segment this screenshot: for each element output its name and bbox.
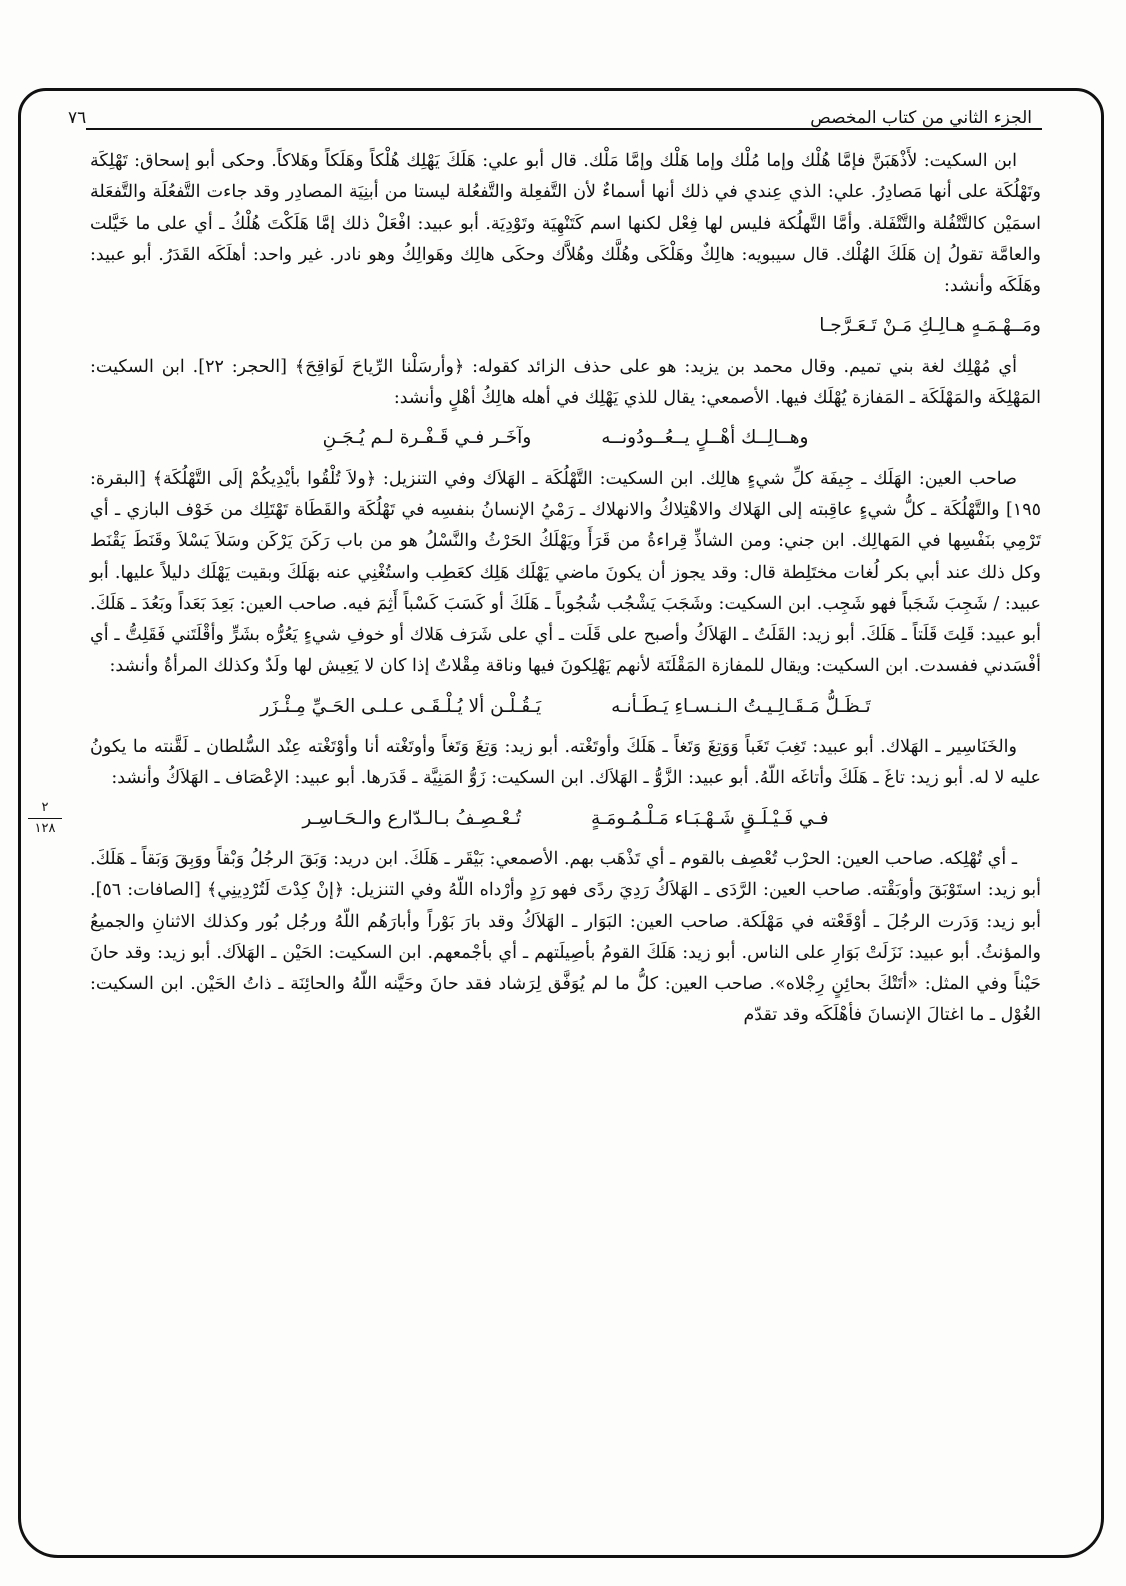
page-body bbox=[90, 146, 1041, 1526]
margin-ref-denominator: ١٢٨ bbox=[34, 821, 56, 836]
header-rule bbox=[86, 128, 1042, 130]
paragraph-1: ابن السكيت: لأَذْهَبَنَّ فإمَّا هُلْك وإما مُلْك وإما هَلْك وإمَّا مَلْك. قال أبو علي: هَلَكَ يَهْلِك هُلْكاً وهَلَكاً وهَلاكاً. وحكى أبو إسحاق: تَهْلِكَة وتَهْلُكَة على أنها مَصادِرُ. علي: الذي عِندي في ذلك أنها أسماءٌ لأن التَّفعِلة والتَّفعُلة ليستا من أبنِيَة المصادِر وقد جاءت التَّفعُلَة والتَّفعَلة اسمَيْن كالتَّتْفُلة والتَّتْفَلة. وأمَّا التَّهلُكة فليس لها فِعْل لكنها اسم كَتَنْهِيَة وتَوْدِيَة. أبو عبيد: افْعَلْ ذلك إمَّا هَلَكْتَ هُلْكُ ـ أي على ما خَيَّلت والعامَّة تقولُ إن هَلَكَ الهُلْك. قال سيبويه: هالِكٌ وهَلْكَى وهُلَّك وهُلاَّك وحكَى هالِك وهَوالِكُ وهو نادر. غير واحد: أهلَكَه القَدَرُ. أبو عبيد: وهَلَكَه وأنشد: bbox=[90, 151, 1041, 297]
paragraph-3: صاحب العين: الهَلَك ـ جِيفَة كلِّ شيءٍ هالِك. ابن السكيت: التَّهْلُكَة ـ الهَلاَك وفي التنزيل: ﴿ولاَ تُلْقُوا بأيْدِيكُمْ إلَى التَّهْلُكَة﴾ [البقرة: ١٩٥] والتَّهْلُكَة ـ كلُّ شيءٍ عاقِبته إلى الهَلاك والاهْتِلاكُ والانهلاك ـ رَمْيُ الإنسانُ بنفسِه في تَهْلُكَة والقَطَاة تَهْتَلِك من خَوْف البازي ـ أي تَرْمِي بنَفْسِها في المَهالِك. ابن جني: ومن الشاذِّ قِراءةُ من قَرَأَ ويَهْلَكُ الحَرْثُ والنَّسْلُ هو من باب رَكَنَ يَرْكَن وسَلاَ يَسْلاَ وقَنَطَ يَقْنَط وكل ذلك عند أبي بكر لُغات مختَلِطة قال: وقد يجوز أن يكونَ ماضي يَهْلَك هَلِك كعَطِب واستُغْنِي عنه بهَلَكَ وبقيت يَهْلَك دليلاً عليها. أبو عبيد: / شَجِبَ شَجَباً فهو شَجِب. ابن السكيت: وشَجَبَ يَشْجُب شُجُوباً ـ هَلَكَ أو كَسَبَ كَسْباً أَثِمَ فيه. صاحب العين: بَعِدَ بَعَداً وبَعُدَ ـ هَلَكَ. أبو عبيد: قَلِتَ قَلَتاً ـ هَلَكَ. أبو زيد: القَلَتُ ـ الهَلاَكُ وأصبح على قَلَت ـ أي على شَرَف هَلاك أو خوفِ شيءٍ يَعُرُّه بشَرٍّ وأقْلَتَني فَقَلِتُّ ـ أي أفْسَدني ففسدت. ابن السكيت: ويقال للمفازة المَقْلَتَة لأنهم يَهْلِكونَ فيها وناقة مِقْلاتٌ إذا كان لا يَعِيش لها ولَدٌ وكذلك المرأةُ وأنشد: bbox=[90, 468, 1041, 677]
paragraph-4: والخَنَاسِير ـ الهَلاك. أبو عبيد: تَغِبَ تَغَباً وَوَتِغَ وَتَغاً ـ هَلَكَ وأوتَغْته. أبو زيد: وَتِغَ وَتَغاً وأوتَغْته أنا وأوْتَغْته عِنْد السُّلطان ـ لَقَّنته ما يكونُ عليه لا له. أبو زيد: تاغَ ـ هَلَكَ وأتاغَه اللّهُ. أبو عبيد: الزَّوُّ ـ الهَلاَك. ابن السكيت: زَوُّ المَنِيَّة ـ قَدَرها. أبو عبيد: الإعْصَاف ـ الهَلاَكُ وأنشد: bbox=[90, 737, 1041, 789]
verse-3-first-hemistich: تَـظَـلُّ مَـقَـالِـيـتُ الـنـسـاءِ يَـطَـأنـه bbox=[611, 695, 871, 717]
running-title: الجزء الثاني من كتاب المخصص bbox=[800, 108, 1042, 128]
verse-2-second-hemistich: وآخَـر فـي قَـفْـرة لـم يُـجَـنِ bbox=[322, 427, 532, 449]
paragraph-5: ـ أي تُهْلِكه. صاحب العين: الحرْب تُعْصِف بالقوم ـ أي تَذْهَب بهم. الأصمعي: بَيْقَر ـ هَلَكَ. ابن دريد: وَبَقَ الرجُلُ وَبْقاً ووَبِقَ وَبَقاً ـ هَلَكَ. أبو زيد: استَوْبَقَ وأوبَقْته. صاحب العين: الرَّدَى ـ الهَلاَكُ رَدِيَ ردًى فهو رَدٍ وأرْداه اللّهُ وفي التنزيل: ﴿إنْ كِدْتَ لَتُرْدِينِي﴾ [الصافات: ٥٦]. أبو زيد: وَدَرت الرجُلَ ـ أوْقَعْته في مَهْلَكة. صاحب العين: البَوَار ـ الهَلاَكُ وقد بارَ بَوْراً وأبارَهُم اللّهُ ورجُل بُور وكذلك الاثنانِ والجميعُ والمؤنثُ. أبو عبيد: نَزَلَتْ بَوَارِ على الناس. أبو زيد: هَلَكَ القومُ بأصِيلَتهم ـ أي بأجْمعهم. ابن السكيت: الحَيْن ـ الهَلاَك. أبو زيد: وقد حانَ حَيْناً وفي المثل: «أتَتْكَ بحائِنٍ رِجْلاه». صاحب العين: كلُّ ما لم يُوَفَّق لِرَشاد فقد حانَ وحَيَّنه اللّهُ والحائِنَة ـ ذاتُ الحَيْن. ابن السكيت: الغُوْل ـ ما اغتالَ الإنسانَ فأهْلَكَه وقد تقدّم bbox=[90, 848, 1041, 1026]
paragraph-2: أي مُهْلِك لغة بني تميم. وقال محمد بن يزيد: هو على حذف الزائد كقوله: ﴿وأرسَلْنا الرِّياحَ لَوَاقِحَ﴾ [الحجر: ٢٢]. ابن السكيت: المَهْلِكَة والمَهْلَكَة ـ المَفازة يُهْلَك فيها. الأصمعي: يقال للذي يَهْلِك في أهله هالِكُ أهْلٍ وأنشد: bbox=[90, 356, 1041, 409]
verse-4 bbox=[90, 803, 1041, 834]
page-number: ٧٦ bbox=[58, 108, 96, 128]
verse-2 bbox=[90, 422, 1041, 453]
verse-3-second-hemistich: يَـقُـلْـن ألا يُـلْـقَـى عـلـى الحَـيِّ مِـئْـزَر bbox=[260, 695, 542, 717]
margin-ref-divider bbox=[28, 818, 62, 819]
margin-reference bbox=[28, 800, 62, 837]
verse-3 bbox=[90, 691, 1041, 722]
page-header bbox=[58, 78, 1042, 128]
verse-2-first-hemistich: وهــالِــك أهْــلٍ يــعُــودُونــه bbox=[601, 427, 809, 449]
verse-4-first-hemistich: فـي فَـيْـلَـقٍ شَـهْـبَـاء مَـلْـمُـومَـةٍ bbox=[591, 807, 829, 829]
verse-4-second-hemistich: تُـعْـصِـفُ بـالـدّارع والـحَـاسِـر bbox=[302, 807, 522, 829]
margin-ref-numerator: ٢ bbox=[41, 800, 49, 815]
verse-1: ومَــهْـمَـهٍ هـالِـكِ مَـنْ تَـعَـرَّجـا bbox=[819, 315, 1041, 337]
